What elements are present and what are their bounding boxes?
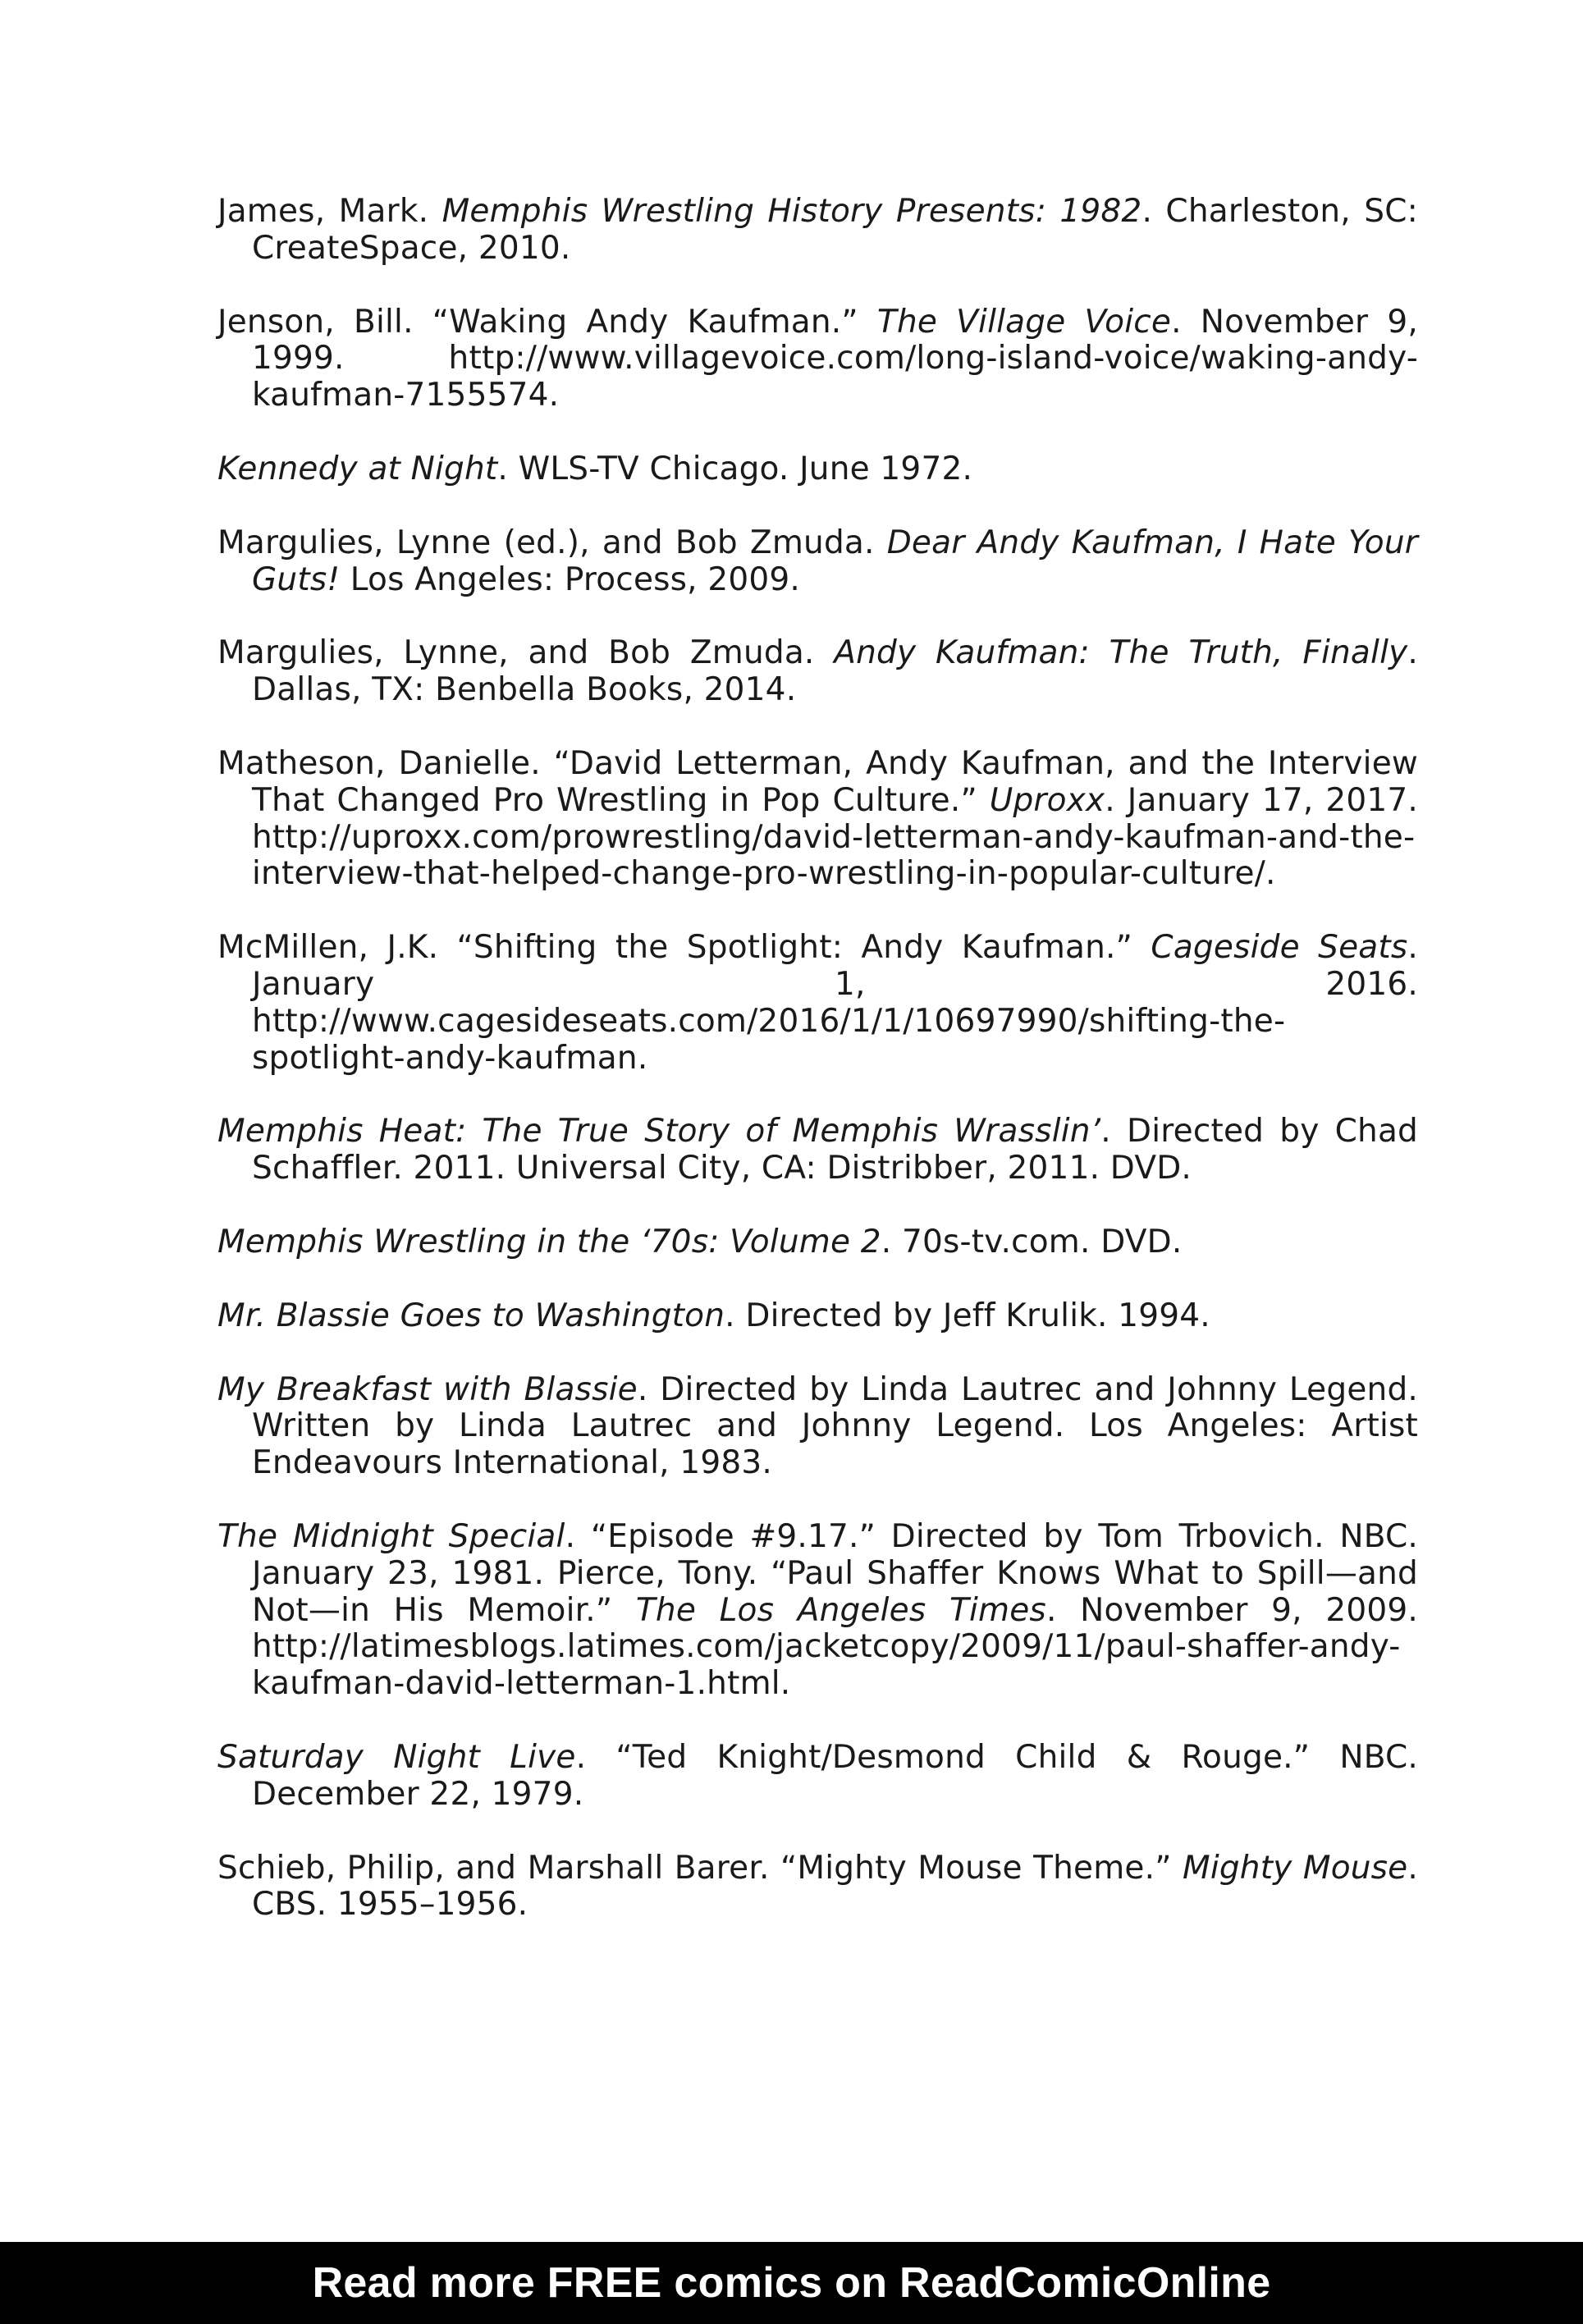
entry-title-italic: Mighty Mouse bbox=[1182, 1849, 1408, 1887]
bibliography-list bbox=[217, 194, 1418, 1960]
bibliography-entry bbox=[217, 930, 1418, 1077]
bibliography-entry bbox=[217, 194, 1418, 268]
entry-text: . Directed by Chad Schaffler. 2011. Universal City, CA: Distribber, 2011. DVD. bbox=[252, 1113, 1418, 1187]
bibliography-entry bbox=[217, 1298, 1418, 1335]
entry-text: . Directed by Linda Lautrec and Johnny Legend. Written by Linda Lautrec and Johnny Legend. Los Angeles: Artist Endeavours International, 1983. bbox=[252, 1370, 1418, 1482]
entry-title-italic: Andy Kaufman: The Truth, Finally bbox=[834, 634, 1408, 672]
entry-text: Los Angeles: Process, 2009. bbox=[340, 560, 801, 598]
entry-text: Margulies, Lynne, and Bob Zmuda. bbox=[217, 634, 835, 672]
bibliography-entry bbox=[217, 746, 1418, 893]
bibliography-entry bbox=[217, 1224, 1418, 1261]
bibliography-entry bbox=[217, 1519, 1418, 1703]
bibliography-entry bbox=[217, 304, 1418, 414]
entry-title-italic: Kennedy at Night bbox=[217, 450, 498, 487]
promo-banner[interactable] bbox=[0, 2242, 1583, 2324]
entry-text: . “Episode #9.17.” Directed by Tom Trbovich. NBC. January 23, 1981. Pierce, Tony. “Paul Shaffer Knows What to Spill—and Not—in His Memoir.” bbox=[252, 1517, 1419, 1629]
entry-text: . Charleston, SC: CreateSpace, 2010. bbox=[252, 193, 1418, 267]
entry-title-italic: Saturday Night Live bbox=[217, 1738, 576, 1776]
entry-text: . Directed by Jeff Krulik. 1994. bbox=[725, 1297, 1210, 1334]
entry-text: . CBS. 1955–1956. bbox=[252, 1849, 1418, 1924]
entry-text: Jenson, Bill. “Waking Andy Kaufman.” bbox=[217, 303, 877, 341]
entry-text: . November 9, 1999. http://www.villagevoice.com/long-island-voice/waking-andy-kaufman-7155574. bbox=[252, 303, 1418, 414]
entry-title-italic: Dear Andy Kaufman, I Hate Your Guts! bbox=[252, 524, 1418, 598]
bibliography-entry bbox=[217, 635, 1418, 709]
entry-text: Margulies, Lynne (ed.), and Bob Zmuda. bbox=[217, 524, 887, 561]
entry-text: Schieb, Philip, and Marshall Barer. “Mighty Mouse Theme.” bbox=[217, 1849, 1183, 1887]
entry-title-italic: The Midnight Special bbox=[217, 1517, 565, 1555]
entry-title-italic: Uproxx bbox=[989, 781, 1105, 819]
bibliography-entry bbox=[217, 525, 1418, 599]
bibliography-entry bbox=[217, 1740, 1418, 1814]
bibliography-entry bbox=[217, 1851, 1418, 1924]
entry-text: . “Ted Knight/Desmond Child & Rouge.” NBC. December 22, 1979. bbox=[252, 1738, 1418, 1813]
entry-text: McMillen, J.K. “Shifting the Spotlight: Andy Kaufman.” bbox=[217, 929, 1151, 967]
entry-text: . Dallas, TX: Benbella Books, 2014. bbox=[252, 634, 1418, 709]
entry-title-italic: My Breakfast with Blassie bbox=[217, 1370, 638, 1408]
bibliography-entry bbox=[217, 1114, 1418, 1187]
entry-title-italic: The Los Angeles Times bbox=[635, 1591, 1046, 1629]
bibliography-entry bbox=[217, 1372, 1418, 1482]
entry-title-italic: The Village Voice bbox=[876, 303, 1172, 341]
entry-title-italic: Memphis Wrestling in the ‘70s: Volume 2 bbox=[217, 1223, 881, 1260]
entry-text: . 70s-tv.com. DVD. bbox=[881, 1223, 1183, 1260]
entry-text: Matheson, Danielle. “David Letterman, Andy Kaufman, and the Interview That Changed Pro Wrestling in Pop Culture.” bbox=[217, 744, 1418, 819]
entry-text: . November 9, 2009. http://latimesblogs.latimes.com/jacketcopy/2009/11/paul-shaffer-andy-kaufman-david-letterman-1.html. bbox=[252, 1591, 1419, 1703]
entry-text: . WLS-TV Chicago. June 1972. bbox=[497, 450, 973, 487]
entry-text: . January 17, 2017. http://uproxx.com/prowrestling/david-letterman-andy-kaufman-and-the-interview-that-helped-change-pro-wrestling-in-popular-culture/. bbox=[252, 781, 1418, 893]
entry-text: . January 1, 2016. http://www.cagesideseats.com/2016/1/1/10697990/shifting-the-spotlight-andy-kaufman. bbox=[252, 929, 1418, 1077]
entry-title-italic: Mr. Blassie Goes to Washington bbox=[217, 1297, 725, 1334]
entry-title-italic: Memphis Heat: The True Story of Memphis Wrasslin’ bbox=[217, 1113, 1101, 1151]
promo-banner-text[interactable]: Read more FREE comics on ReadComicOnline bbox=[312, 2259, 1271, 2307]
entry-title-italic: Cageside Seats bbox=[1151, 929, 1408, 967]
bibliography-entry bbox=[217, 451, 1418, 488]
entry-title-italic: Memphis Wrestling History Presents: 1982 bbox=[442, 193, 1142, 230]
entry-text: James, Mark. bbox=[217, 193, 442, 230]
